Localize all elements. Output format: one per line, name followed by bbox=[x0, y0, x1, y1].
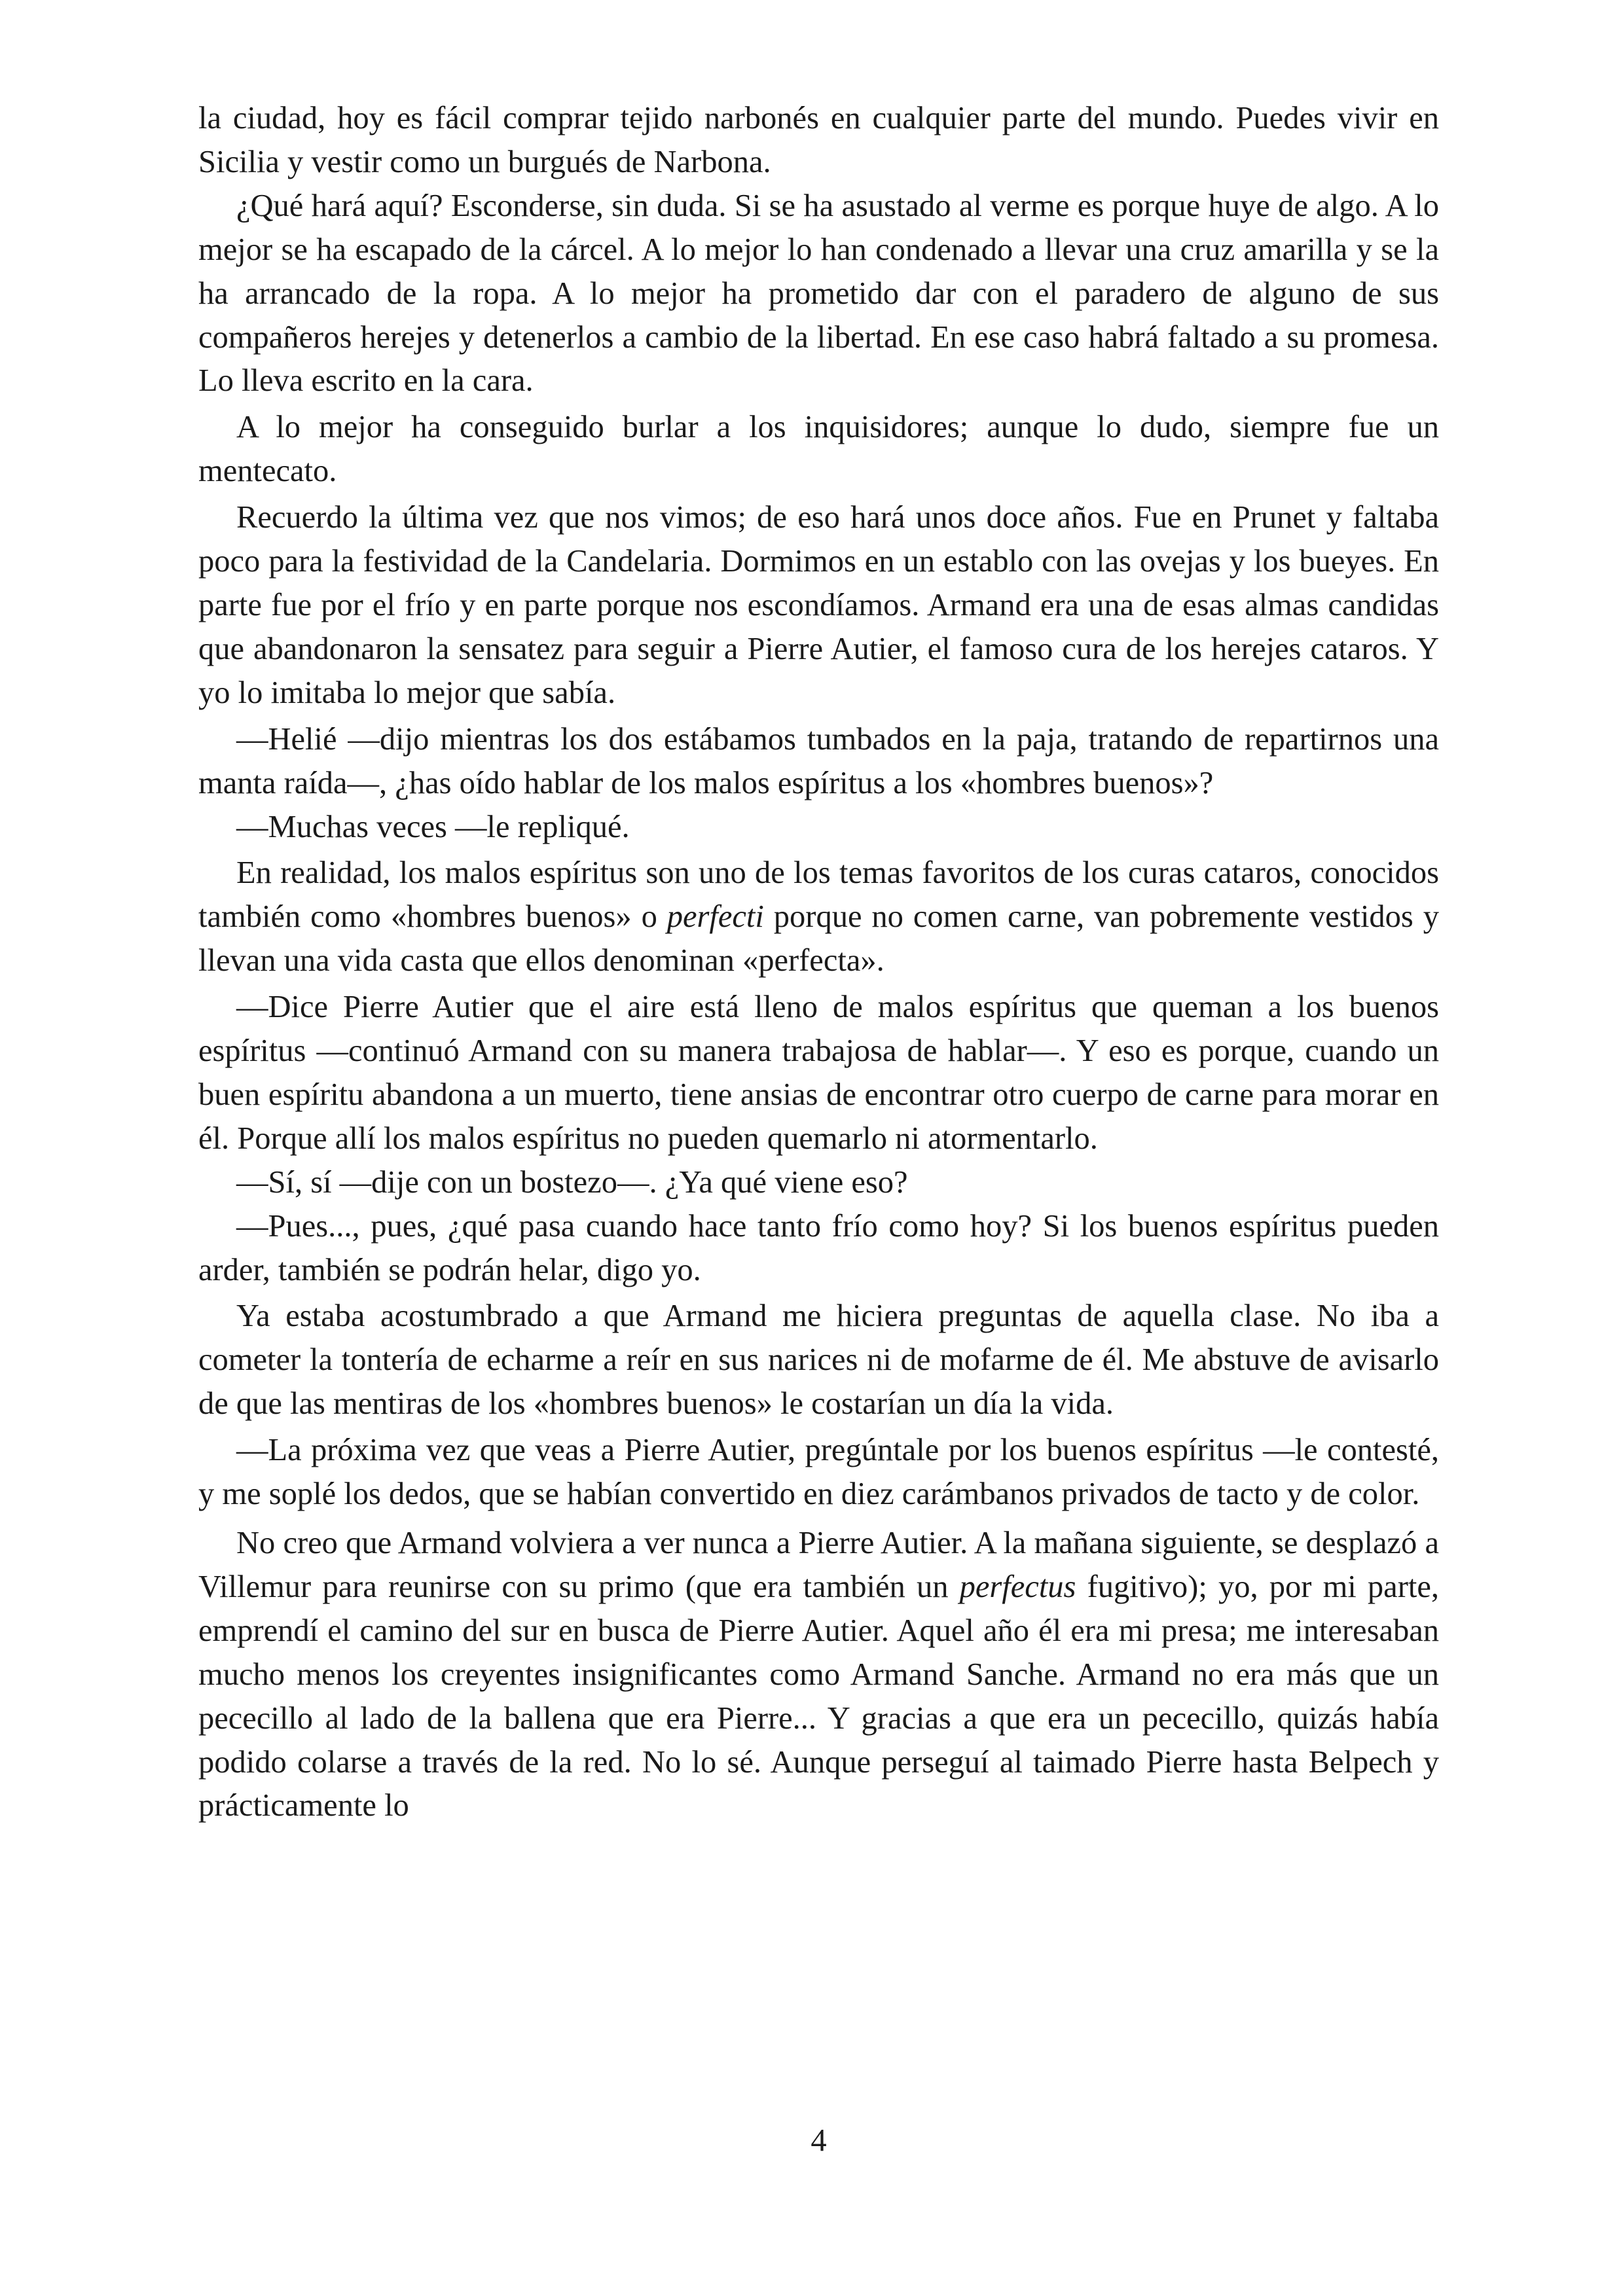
paragraph: —Muchas veces —le repliqué. bbox=[236, 809, 630, 844]
text-run: fugitivo); yo, por mi parte, emprendí el camino del sur en busca de Pierre Autier. Aquel año él era mi presa; me interesaban mucho menos los creyentes insignificantes como Armand Sanche. Armand no era más que un pececillo al lado de la ballena que era Pierre... Y gracias a que era un pececillo, quizás había podido colarse a través de la red. No lo sé. Aunque perseguí al taimado Pierre hasta Belpech y prácticamente lo bbox=[198, 1569, 1439, 1823]
paragraph: A lo mejor ha conseguido burlar a los inquisidores; aunque lo dudo, siempre fue un mentecato. bbox=[198, 410, 1439, 489]
text-run: No creo que Armand volviera a ver nunca a Pierre Autier. A la mañana siguiente, se desplazó a Villemur para reunirse con su primo (que era también un bbox=[198, 1526, 1439, 1604]
paragraph: —La próxima vez que veas a Pierre Autier, pregúntale por los buenos espíritus —le contesté, y me soplé los dedos, que se habían convertido en diez carámbanos privados de tacto y de color. bbox=[198, 1433, 1439, 1512]
italic-term: perfectus bbox=[959, 1569, 1076, 1604]
paragraph: la ciudad, hoy es fácil comprar tejido narbonés en cualquier parte del mundo. Puedes vivir en Sicilia y vestir como un burgués de Narbona. bbox=[198, 101, 1439, 179]
paragraph: ¿Qué hará aquí? Esconderse, sin duda. Si se ha asustado al verme es porque huye de algo. A lo mejor se ha escapado de la cárcel. A lo mejor lo han condenado a llevar una cruz amarilla y se la ha arrancado de la ropa. A lo mejor ha prometido dar con el paradero de alguno de sus compañeros herejes y detenerlos a cambio de la libertad. En ese caso habrá faltado a su promesa. Lo lleva escrito en la cara. bbox=[198, 188, 1439, 399]
paragraph: —Helié —dijo mientras los dos estábamos tumbados en la paja, tratando de repartirnos una manta raída—, ¿has oído hablar de los malos espíritus a los «hombres buenos»? bbox=[198, 721, 1439, 800]
paragraph: Recuerdo la última vez que nos vimos; de eso hará unos doce años. Fue en Prunet y faltaba poco para la festividad de la Candelaria. Dormimos en un establo con las ovejas y los bueyes. En parte fue por el frío y en parte porque nos escondíamos. Armand era una de esas almas candidas que abandonaron la sensatez para seguir a Pierre Autier, el famoso cura de los herejes cataros. Y yo lo imitaba lo mejor que sabía. bbox=[198, 500, 1439, 710]
paragraph: —Pues..., pues, ¿qué pasa cuando hace tanto frío como hoy? Si los buenos espíritus pueden arder, también se podrán helar, digo yo. bbox=[198, 1208, 1439, 1287]
paragraph: —Dice Pierre Autier que el aire está lleno de malos espíritus que queman a los buenos espíritus —continuó Armand con su manera trabajosa de hablar—. Y eso es porque, cuando un buen espíritu abandona a un muerto, tiene ansias de encontrar otro cuerpo de carne para morar en él. Porque allí los malos espíritus no pueden quemarlo ni atormentarlo. bbox=[198, 990, 1439, 1156]
body-text bbox=[198, 97, 1439, 1828]
paragraph bbox=[198, 1522, 1439, 1828]
italic-term: perfecti bbox=[666, 899, 764, 935]
paragraph bbox=[198, 852, 1439, 983]
text-run: En realidad, los malos espíritus son uno de los temas favoritos de los curas cataros, conocidos también como «hombres buenos» o bbox=[198, 855, 1439, 935]
page-number: 4 bbox=[811, 2123, 827, 2158]
paragraph: —Sí, sí —dije con un bostezo—. ¿Ya qué viene eso? bbox=[236, 1164, 908, 1200]
paragraph: Ya estaba acostumbrado a que Armand me hiciera preguntas de aquella clase. No iba a cometer la tontería de echarme a reír en sus narices ni de mofarme de él. Me abstuve de avisarlo de que las mentiras de los «hombres buenos» le costarían un día la vida. bbox=[198, 1299, 1439, 1422]
text-run: porque no comen carne, van pobremente vestidos y llevan una vida casta que ellos denominan «perfecta». bbox=[198, 899, 1439, 978]
